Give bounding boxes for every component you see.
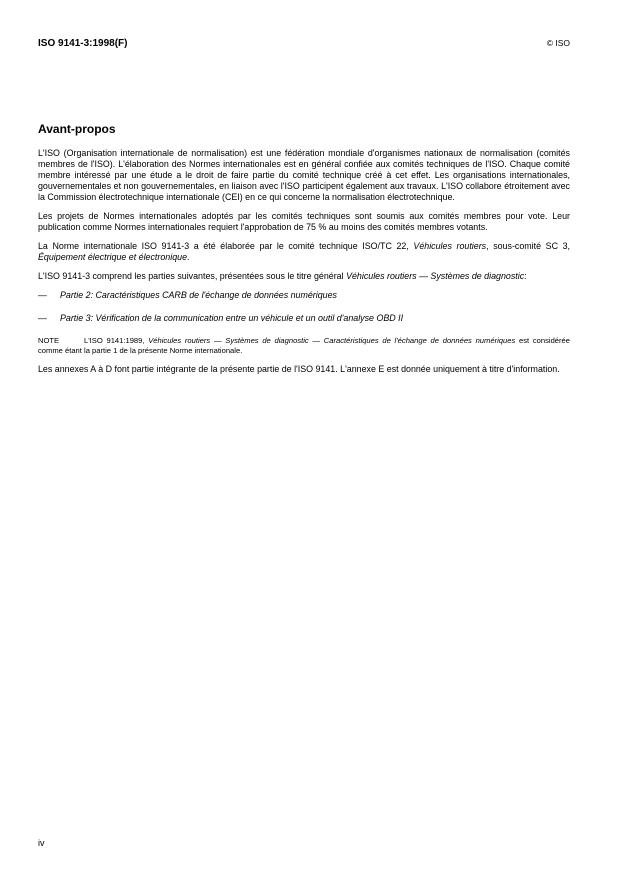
paragraph-voting: Les projets de Normes internationales adoptés par les comités techniques sont soumis aux comités membres pour vote. Leur publication comme Normes internationales requiert l'approbation de 75 % au moins des comités membres votants. xyxy=(38,211,570,232)
foreword-content xyxy=(38,122,570,383)
paragraph-elaboration xyxy=(38,241,570,263)
list-item-part-3 xyxy=(38,313,570,324)
paragraph-parts-intro xyxy=(38,271,570,282)
copyright-notice: © ISO xyxy=(546,38,570,48)
paragraph-iso-organisation: L'ISO (Organisation internationale de normalisation) est une fédération mondiale d'organismes nationaux de normalisation (comités membres de l'ISO). L'élaboration des Normes internationales est en général confiée aux comités techniques de l'ISO. Chaque comité membre intéressé par une étude a le droit de faire partie du comité technique créé à cet effet. Les organisations internationales, gouvernementales et non gouvernementales, en liaison avec l'ISO participent également aux travaux. L'ISO collabore étroitement avec la Commission électrotechnique internationale (CEI) en ce qui concerne la normalisation électrotechnique. xyxy=(38,148,570,202)
paragraph-elaboration-text-3: . xyxy=(187,252,190,262)
note-label: NOTE xyxy=(38,336,60,345)
document-id: ISO 9141-3:1998(F) xyxy=(38,38,128,49)
paragraph-elaboration-italic-2: Équipement électrique et électronique xyxy=(38,252,187,262)
list-item-part-2 xyxy=(38,290,570,301)
dash-marker: — xyxy=(38,313,47,323)
parts-intro-text-1: L'ISO 9141-3 comprend les parties suivantes, présentées sous le titre général xyxy=(38,271,347,281)
parts-intro-text-2: : xyxy=(524,271,527,281)
note xyxy=(38,336,570,356)
part-2-title: Partie 2: Caractéristiques CARB de l'échange de données numériques xyxy=(60,290,337,300)
dash-marker: — xyxy=(38,290,47,300)
paragraph-elaboration-text-2: , sous-comité SC 3, xyxy=(486,241,571,251)
page-number: iv xyxy=(38,838,45,848)
part-3-title: Partie 3: Vérification de la communication entre un véhicule et un outil d'analyse OBD II xyxy=(60,313,404,323)
note-italic-title: Véhicules routiers — Systèmes de diagnostic — Caractéristiques de l'échange de données numériques xyxy=(148,336,516,345)
note-text-2: est considérée comme étant la partie 1 de la présente Norme internationale. xyxy=(38,336,571,355)
note-text-1: L'ISO 9141:1989, xyxy=(84,336,149,345)
section-title: Avant-propos xyxy=(38,122,116,136)
paragraph-elaboration-text-1: La Norme internationale ISO 9141-3 a été élaborée par le comité technique ISO/TC 22, xyxy=(38,241,414,251)
parts-intro-general-title: Véhicules routiers — Systèmes de diagnostic xyxy=(346,271,525,281)
paragraph-annexes: Les annexes A à D font partie intégrante de la présente partie de l'ISO 9141. L'annexe E est donnée uniquement à titre d'information. xyxy=(38,364,560,374)
paragraph-elaboration-italic-1: Véhicules routiers xyxy=(413,241,487,251)
